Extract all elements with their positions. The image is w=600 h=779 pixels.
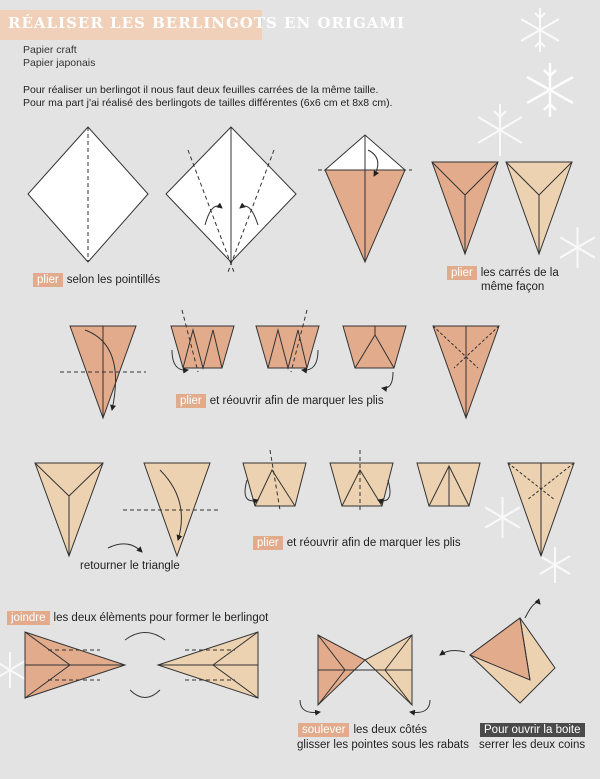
- step4-text: retourner le triangle: [80, 560, 180, 572]
- step2-text1: les carrés de la: [480, 267, 559, 279]
- step7-tag: soulever: [298, 723, 349, 737]
- step5-trap-c: [417, 463, 480, 506]
- step1-tag: plier: [33, 273, 63, 287]
- step6-left: [25, 632, 125, 698]
- step8-tag: Pour ouvrir la boite: [480, 723, 585, 737]
- step6-tag: joindre: [7, 611, 50, 625]
- material-1: Papier craft: [23, 44, 77, 56]
- step8-text: serrer les deux coins: [479, 739, 586, 751]
- step3-label: [176, 395, 384, 407]
- step5-trap-b: [330, 450, 393, 510]
- step3-trap-a: [171, 310, 234, 372]
- step7-bow: [300, 635, 430, 713]
- step5-label: [253, 537, 461, 549]
- step8-label: [480, 724, 585, 736]
- step6-label: [7, 612, 268, 624]
- step2-label: [447, 267, 559, 279]
- step2-kite: [318, 135, 412, 262]
- material-2: Papier japonais: [23, 57, 96, 69]
- step2-text2: même façon: [481, 281, 545, 293]
- step2-triangles: [432, 162, 572, 254]
- step7-text2: glisser les pointes sous les rabats: [297, 739, 469, 751]
- step4-triangle-flipped: [123, 463, 220, 556]
- step3-trap-b: [256, 310, 319, 372]
- step5-triangle-b: [508, 463, 574, 556]
- step5-tag: plier: [253, 536, 283, 550]
- step5-trap-a: [243, 450, 306, 510]
- intro-line-2: Pour ma part j'ai réalisé des berlingots de tailles différentes (6x6 cm et 8x8 cm).: [23, 97, 393, 109]
- step1-label: [33, 274, 160, 286]
- step3-tag: plier: [176, 394, 206, 408]
- step2-tag: plier: [447, 266, 477, 280]
- step3-text: et réouvrir afin de marquer les plis: [209, 395, 384, 407]
- step3-triangle-b: [433, 326, 499, 418]
- join-arc: [130, 690, 160, 698]
- step6-text: les deux élèments pour former le berlingot: [53, 612, 269, 624]
- step7-label: [298, 724, 427, 736]
- step1-square-folds: [166, 127, 296, 272]
- join-arc: [125, 633, 165, 641]
- step3-triangle-a: [60, 326, 146, 418]
- step7-text1: les deux côtés: [353, 724, 427, 736]
- step3-trap-c: [343, 326, 406, 388]
- step5-text: et réouvrir afin de marquer les plis: [286, 537, 461, 549]
- step6-right: [158, 632, 258, 698]
- step1-text: selon les pointillés: [66, 274, 161, 286]
- intro-line-1: Pour réaliser un berlingot il nous faut deux feuilles carrées de la même taille.: [23, 84, 379, 96]
- page-title: RÉALISER LES BERLINGOTS EN ORIGAMI: [8, 14, 406, 32]
- step8-box: [440, 603, 555, 703]
- step1-square: [28, 127, 148, 262]
